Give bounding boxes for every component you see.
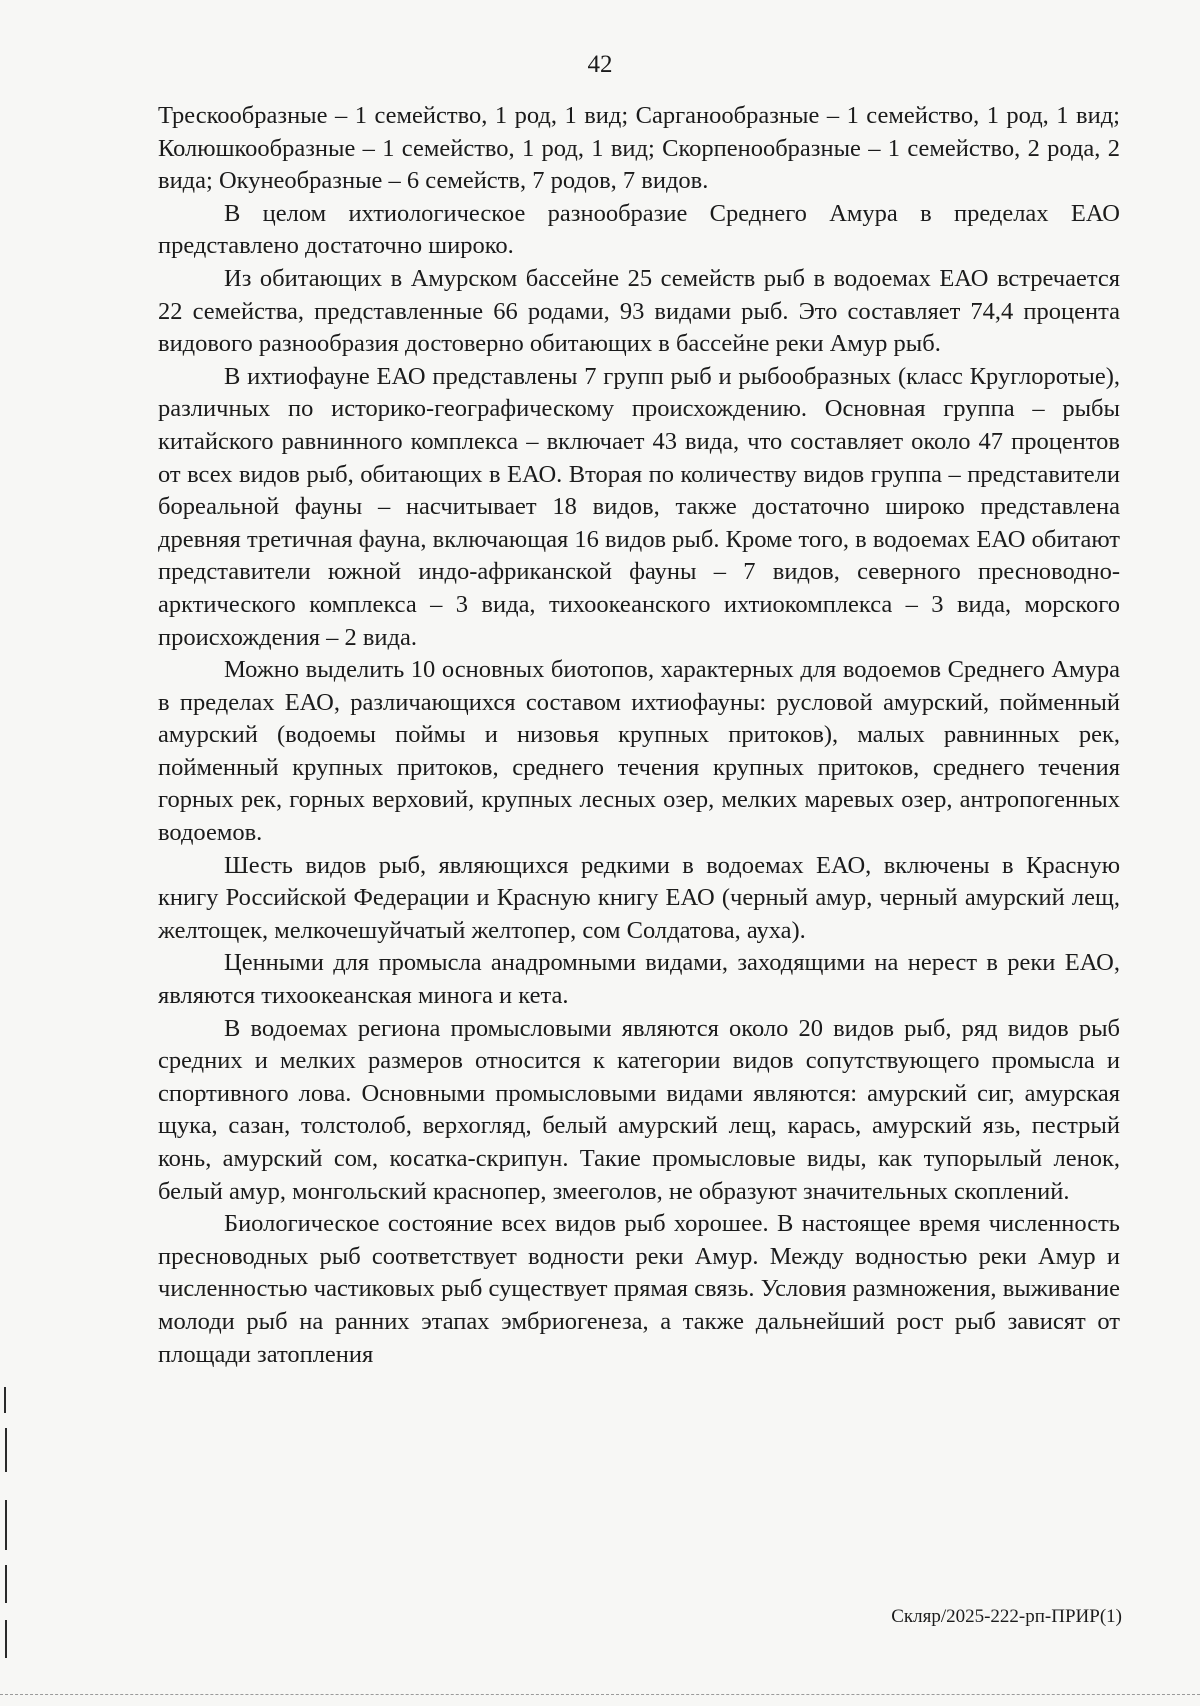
paragraph-anadromous: Ценными для промысла анадромными видами, заходящими на нерест в реки ЕАО, являются тихоокеанская минога и кета.	[158, 949, 1120, 1010]
paragraph-orders-list: Трескообразные – 1 семейство, 1 род, 1 вид; Сарганообразные – 1 семейство, 1 род, 1 вид; Колюшкообразные – 1 семейство, 1 род, 1 вид; Скорпенообразные – 1 семейство, 2 рода, 2 вида; Окунеобразные – 6 семейств, 7 родов, 7 видов.	[158, 102, 1120, 195]
paragraph-red-book: Шесть видов рыб, являющихся редкими в водоемах ЕАО, включены в Красную книгу Российской Федерации и Красную книгу ЕАО (черный амур, черный амурский лещ, желтощек, мелкочешуйчатый желтопер, сом Солдатова, ауха).	[158, 851, 1120, 944]
body-text	[158, 100, 1120, 1371]
scan-artifact-mark	[5, 1565, 7, 1603]
paragraph-families: Из обитающих в Амурском бассейне 25 семейств рыб в водоемах ЕАО встречается 22 семейства, представленные 66 родами, 93 видами рыб. Это составляет 74,4 процента видового разнообразия достоверно обитающих в бассейне реки Амур рыб.	[158, 264, 1120, 358]
scan-artifact-mark	[5, 1500, 7, 1550]
page-number: 42	[587, 51, 613, 78]
document-code: Скляр/2025-222-рп-ПРИР(1)	[891, 1606, 1122, 1627]
paragraph-groups: В ихтиофауне ЕАО представлены 7 групп рыб и рыбообразных (класс Круглоротые), различных по историко-географическому происхождению. Основная группа – рыбы китайского равнинного комплекса – включает 43 вида, что составляет около 47 процентов от всех видов рыб, обитающих в ЕАО. Вторая по количеству видов группа – представители бореальной фауны – насчитывает 18 видов, также достаточно широко представлена древняя третичная фауна, включающая 16 видов рыб. Кроме того, в водоемах ЕАО обитают представители южной индо-африканской фауны – 7 видов, северного пресноводно-арктического комплекса – 3 вида, тихоокеанского ихтиокомплекса – 3 вида, морского происхождения – 2 вида.	[158, 362, 1120, 651]
scan-bottom-edge	[0, 1694, 1200, 1696]
scan-artifact-mark	[5, 1428, 7, 1472]
paragraph-biotopes: Можно выделить 10 основных биотопов, характерных для водоемов Среднего Амура в пределах ЕАО, различающихся составом ихтиофауны: русловой амурский, пойменный амурский (водоемы поймы и низовья крупных притоков), малых равнинных рек, пойменный крупных притоков, среднего течения крупных притоков, среднего течения горных рек, горных верховий, крупных лесных озер, мелких маревых озер, антропогенных водоемов.	[158, 656, 1120, 847]
scan-artifact-mark	[4, 1387, 6, 1413]
paragraph-biological-state: Биологическое состояние всех видов рыб хорошее. В настоящее время численность пресноводных рыб соответствует водности реки Амур. Между водностью реки Амур и численностью частиковых рыб существует прямая связь. Условия размножения, выживание молоди рыб на ранних этапах эмбриогенеза, а также дальнейший рост рыб зависят от площади затопления	[158, 1210, 1120, 1368]
paragraph-commercial: В водоемах региона промысловыми являются около 20 видов рыб, ряд видов рыб средних и мелких размеров относится к категории видов сопутствующего промысла и спортивного лова. Основными промысловыми видами являются: амурский сиг, амурская щука, сазан, толстолоб, верхогляд, белый амурский лещ, карась, амурский язь, пестрый конь, амурский сом, косатка-скрипун. Такие промысловые виды, как тупорылый ленок, белый амур, монгольский краснопер, змееголов, не образуют значительных скоплений.	[158, 1014, 1120, 1205]
paragraph-diversity: В целом ихтиологическое разнообразие Среднего Амура в пределах ЕАО представлено достаточно широко.	[158, 199, 1120, 260]
scan-artifact-mark	[5, 1620, 7, 1658]
